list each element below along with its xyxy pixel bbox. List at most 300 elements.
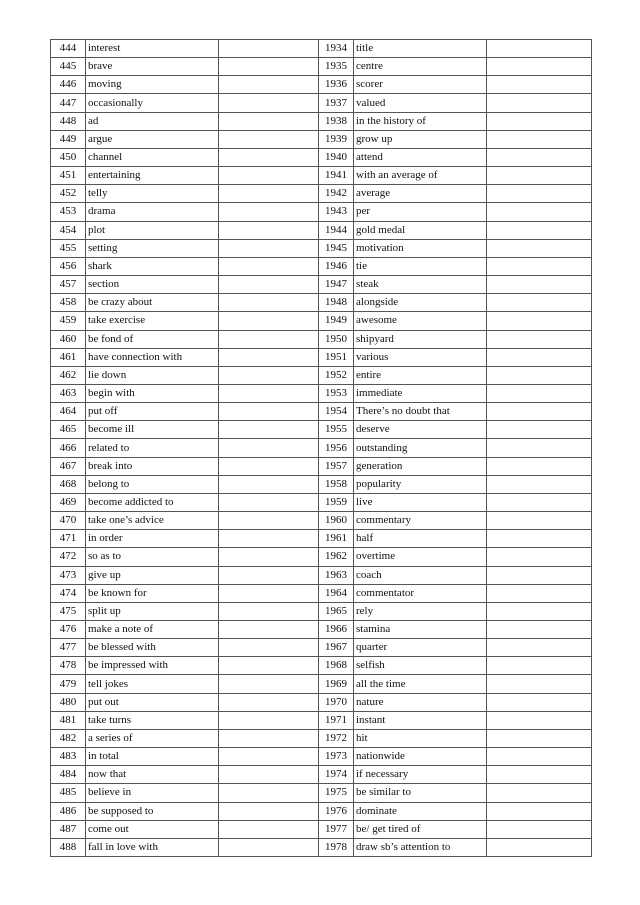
right-entry-number: 1940 (319, 148, 354, 166)
right-entry-word: motivation (354, 239, 487, 257)
right-blank-cell (487, 475, 592, 493)
right-entry-number: 1951 (319, 348, 354, 366)
left-entry-word: shark (86, 257, 219, 275)
left-entry-word: entertaining (86, 167, 219, 185)
right-entry-word: grow up (354, 130, 487, 148)
left-entry-word: make a note of (86, 621, 219, 639)
right-entry-word: awesome (354, 312, 487, 330)
left-entry-word: in order (86, 530, 219, 548)
right-blank-cell (487, 130, 592, 148)
left-entry-word: give up (86, 566, 219, 584)
right-blank-cell (487, 493, 592, 511)
right-entry-word: instant (354, 711, 487, 729)
left-entry-word: moving (86, 76, 219, 94)
left-entry-word: interest (86, 40, 219, 58)
right-blank-cell (487, 711, 592, 729)
left-blank-cell (219, 766, 319, 784)
right-entry-word: deserve (354, 421, 487, 439)
table-row (51, 130, 592, 148)
right-entry-word: average (354, 185, 487, 203)
left-entry-number: 464 (51, 403, 86, 421)
table-row (51, 257, 592, 275)
right-blank-cell (487, 566, 592, 584)
left-entry-number: 454 (51, 221, 86, 239)
right-entry-number: 1957 (319, 457, 354, 475)
left-entry-word: argue (86, 130, 219, 148)
right-entry-number: 1958 (319, 475, 354, 493)
left-entry-word: in total (86, 748, 219, 766)
right-entry-number: 1948 (319, 294, 354, 312)
right-entry-word: rely (354, 602, 487, 620)
right-blank-cell (487, 257, 592, 275)
left-entry-number: 483 (51, 748, 86, 766)
left-entry-number: 487 (51, 820, 86, 838)
table-row (51, 566, 592, 584)
left-entry-word: be fond of (86, 330, 219, 348)
right-entry-number: 1935 (319, 58, 354, 76)
right-entry-number: 1949 (319, 312, 354, 330)
table-row (51, 112, 592, 130)
right-blank-cell (487, 330, 592, 348)
table-row (51, 621, 592, 639)
left-entry-number: 467 (51, 457, 86, 475)
left-entry-word: tell jokes (86, 675, 219, 693)
right-entry-number: 1963 (319, 566, 354, 584)
table-row (51, 512, 592, 530)
right-entry-word: shipyard (354, 330, 487, 348)
left-entry-number: 462 (51, 366, 86, 384)
left-entry-number: 468 (51, 475, 86, 493)
left-entry-number: 449 (51, 130, 86, 148)
left-entry-number: 455 (51, 239, 86, 257)
right-blank-cell (487, 512, 592, 530)
right-entry-word: steak (354, 276, 487, 294)
left-entry-number: 488 (51, 838, 86, 856)
right-blank-cell (487, 312, 592, 330)
right-entry-number: 1943 (319, 203, 354, 221)
table-row (51, 167, 592, 185)
left-blank-cell (219, 257, 319, 275)
right-blank-cell (487, 548, 592, 566)
table-row (51, 802, 592, 820)
table-row (51, 58, 592, 76)
table-row (51, 76, 592, 94)
right-entry-word: valued (354, 94, 487, 112)
left-entry-word: take turns (86, 711, 219, 729)
right-entry-number: 1944 (319, 221, 354, 239)
left-entry-word: channel (86, 148, 219, 166)
left-entry-number: 471 (51, 530, 86, 548)
table-row (51, 530, 592, 548)
table-row (51, 203, 592, 221)
left-blank-cell (219, 221, 319, 239)
right-entry-number: 1941 (319, 167, 354, 185)
right-entry-word: all the time (354, 675, 487, 693)
right-entry-number: 1969 (319, 675, 354, 693)
right-blank-cell (487, 76, 592, 94)
table-row (51, 312, 592, 330)
left-entry-word: plot (86, 221, 219, 239)
table-row (51, 366, 592, 384)
right-entry-number: 1955 (319, 421, 354, 439)
right-entry-number: 1954 (319, 403, 354, 421)
right-entry-number: 1968 (319, 657, 354, 675)
right-blank-cell (487, 348, 592, 366)
right-blank-cell (487, 439, 592, 457)
right-entry-word: dominate (354, 802, 487, 820)
right-blank-cell (487, 766, 592, 784)
right-entry-word: tie (354, 257, 487, 275)
left-blank-cell (219, 330, 319, 348)
right-entry-word: half (354, 530, 487, 548)
left-entry-word: drama (86, 203, 219, 221)
right-entry-number: 1936 (319, 76, 354, 94)
table-row (51, 711, 592, 729)
left-blank-cell (219, 820, 319, 838)
right-entry-word: generation (354, 457, 487, 475)
left-entry-number: 478 (51, 657, 86, 675)
left-entry-number: 484 (51, 766, 86, 784)
right-blank-cell (487, 112, 592, 130)
left-entry-number: 465 (51, 421, 86, 439)
left-entry-word: belong to (86, 475, 219, 493)
left-entry-number: 477 (51, 639, 86, 657)
left-blank-cell (219, 675, 319, 693)
left-blank-cell (219, 512, 319, 530)
right-blank-cell (487, 621, 592, 639)
table-row (51, 748, 592, 766)
table-row (51, 657, 592, 675)
right-entry-number: 1942 (319, 185, 354, 203)
left-entry-word: fall in love with (86, 838, 219, 856)
left-entry-word: be supposed to (86, 802, 219, 820)
left-entry-word: put off (86, 403, 219, 421)
right-entry-word: be similar to (354, 784, 487, 802)
right-entry-word: per (354, 203, 487, 221)
right-entry-number: 1953 (319, 384, 354, 402)
table-row (51, 729, 592, 747)
left-blank-cell (219, 457, 319, 475)
left-entry-number: 448 (51, 112, 86, 130)
left-entry-word: put out (86, 693, 219, 711)
table-row (51, 493, 592, 511)
left-entry-number: 485 (51, 784, 86, 802)
right-entry-word: commentator (354, 584, 487, 602)
left-entry-word: section (86, 276, 219, 294)
left-entry-word: telly (86, 185, 219, 203)
left-blank-cell (219, 548, 319, 566)
left-entry-number: 470 (51, 512, 86, 530)
table-row (51, 384, 592, 402)
right-blank-cell (487, 784, 592, 802)
right-entry-number: 1970 (319, 693, 354, 711)
left-entry-number: 473 (51, 566, 86, 584)
left-entry-number: 447 (51, 94, 86, 112)
left-entry-number: 474 (51, 584, 86, 602)
left-blank-cell (219, 366, 319, 384)
left-entry-number: 460 (51, 330, 86, 348)
left-blank-cell (219, 439, 319, 457)
left-blank-cell (219, 693, 319, 711)
left-entry-number: 480 (51, 693, 86, 711)
table-row (51, 185, 592, 203)
right-entry-word: gold medal (354, 221, 487, 239)
left-entry-number: 451 (51, 167, 86, 185)
left-blank-cell (219, 784, 319, 802)
right-blank-cell (487, 584, 592, 602)
left-entry-word: a series of (86, 729, 219, 747)
right-blank-cell (487, 366, 592, 384)
left-entry-word: take one’s advice (86, 512, 219, 530)
right-entry-number: 1960 (319, 512, 354, 530)
right-entry-word: popularity (354, 475, 487, 493)
right-entry-number: 1950 (319, 330, 354, 348)
table-row (51, 675, 592, 693)
left-entry-number: 466 (51, 439, 86, 457)
left-entry-number: 476 (51, 621, 86, 639)
left-blank-cell (219, 384, 319, 402)
left-entry-word: come out (86, 820, 219, 838)
right-entry-word: coach (354, 566, 487, 584)
right-blank-cell (487, 421, 592, 439)
left-blank-cell (219, 94, 319, 112)
table-row (51, 548, 592, 566)
left-entry-number: 463 (51, 384, 86, 402)
right-blank-cell (487, 58, 592, 76)
table-row (51, 148, 592, 166)
right-entry-number: 1937 (319, 94, 354, 112)
right-entry-number: 1934 (319, 40, 354, 58)
right-entry-number: 1975 (319, 784, 354, 802)
left-entry-word: be known for (86, 584, 219, 602)
right-entry-number: 1971 (319, 711, 354, 729)
left-entry-number: 475 (51, 602, 86, 620)
right-entry-number: 1965 (319, 602, 354, 620)
right-blank-cell (487, 802, 592, 820)
table-row (51, 294, 592, 312)
right-entry-number: 1972 (319, 729, 354, 747)
left-blank-cell (219, 239, 319, 257)
right-blank-cell (487, 221, 592, 239)
right-entry-number: 1977 (319, 820, 354, 838)
table-row (51, 820, 592, 838)
right-entry-number: 1973 (319, 748, 354, 766)
right-entry-word: There’s no doubt that (354, 403, 487, 421)
right-blank-cell (487, 276, 592, 294)
right-entry-word: if necessary (354, 766, 487, 784)
table-row (51, 784, 592, 802)
right-entry-number: 1945 (319, 239, 354, 257)
left-blank-cell (219, 802, 319, 820)
left-blank-cell (219, 602, 319, 620)
right-blank-cell (487, 148, 592, 166)
right-blank-cell (487, 639, 592, 657)
left-blank-cell (219, 294, 319, 312)
left-entry-word: break into (86, 457, 219, 475)
left-entry-word: ad (86, 112, 219, 130)
table-row (51, 766, 592, 784)
left-entry-word: occasionally (86, 94, 219, 112)
right-blank-cell (487, 530, 592, 548)
left-entry-word: lie down (86, 366, 219, 384)
right-entry-word: various (354, 348, 487, 366)
right-blank-cell (487, 693, 592, 711)
left-blank-cell (219, 748, 319, 766)
table-row (51, 602, 592, 620)
left-entry-word: believe in (86, 784, 219, 802)
left-entry-word: take exercise (86, 312, 219, 330)
right-entry-word: selfish (354, 657, 487, 675)
table-row (51, 457, 592, 475)
left-blank-cell (219, 203, 319, 221)
right-blank-cell (487, 185, 592, 203)
right-entry-word: in the history of (354, 112, 487, 130)
left-blank-cell (219, 530, 319, 548)
table-row (51, 276, 592, 294)
left-blank-cell (219, 421, 319, 439)
right-entry-word: stamina (354, 621, 487, 639)
left-entry-number: 453 (51, 203, 86, 221)
right-blank-cell (487, 729, 592, 747)
table-row (51, 348, 592, 366)
left-entry-word: be crazy about (86, 294, 219, 312)
left-entry-number: 456 (51, 257, 86, 275)
left-blank-cell (219, 657, 319, 675)
left-entry-number: 445 (51, 58, 86, 76)
right-entry-word: nationwide (354, 748, 487, 766)
right-entry-number: 1962 (319, 548, 354, 566)
left-entry-number: 472 (51, 548, 86, 566)
left-blank-cell (219, 40, 319, 58)
left-entry-word: become ill (86, 421, 219, 439)
right-blank-cell (487, 820, 592, 838)
table-row (51, 693, 592, 711)
right-entry-word: quarter (354, 639, 487, 657)
left-entry-word: become addicted to (86, 493, 219, 511)
right-entry-word: hit (354, 729, 487, 747)
left-entry-word: so as to (86, 548, 219, 566)
right-entry-number: 1959 (319, 493, 354, 511)
left-blank-cell (219, 493, 319, 511)
left-blank-cell (219, 584, 319, 602)
table-row (51, 421, 592, 439)
right-entry-word: scorer (354, 76, 487, 94)
vocabulary-table (50, 39, 592, 857)
right-blank-cell (487, 94, 592, 112)
right-blank-cell (487, 294, 592, 312)
left-blank-cell (219, 639, 319, 657)
right-entry-number: 1967 (319, 639, 354, 657)
left-entry-number: 444 (51, 40, 86, 58)
right-entry-number: 1964 (319, 584, 354, 602)
right-blank-cell (487, 403, 592, 421)
right-entry-word: nature (354, 693, 487, 711)
table-row (51, 838, 592, 856)
right-blank-cell (487, 40, 592, 58)
left-blank-cell (219, 167, 319, 185)
left-entry-word: have connection with (86, 348, 219, 366)
left-entry-word: related to (86, 439, 219, 457)
right-blank-cell (487, 748, 592, 766)
right-blank-cell (487, 657, 592, 675)
right-entry-number: 1978 (319, 838, 354, 856)
left-blank-cell (219, 58, 319, 76)
table-row (51, 94, 592, 112)
left-blank-cell (219, 312, 319, 330)
table-row (51, 330, 592, 348)
right-blank-cell (487, 167, 592, 185)
right-entry-word: attend (354, 148, 487, 166)
left-blank-cell (219, 475, 319, 493)
left-entry-number: 450 (51, 148, 86, 166)
left-entry-number: 458 (51, 294, 86, 312)
left-entry-number: 482 (51, 729, 86, 747)
left-entry-word: brave (86, 58, 219, 76)
left-entry-number: 446 (51, 76, 86, 94)
left-entry-word: setting (86, 239, 219, 257)
left-entry-number: 479 (51, 675, 86, 693)
left-blank-cell (219, 276, 319, 294)
right-entry-word: centre (354, 58, 487, 76)
left-blank-cell (219, 185, 319, 203)
left-entry-number: 481 (51, 711, 86, 729)
right-entry-word: entire (354, 366, 487, 384)
right-blank-cell (487, 838, 592, 856)
left-blank-cell (219, 76, 319, 94)
left-blank-cell (219, 566, 319, 584)
right-entry-word: title (354, 40, 487, 58)
right-entry-number: 1966 (319, 621, 354, 639)
right-blank-cell (487, 457, 592, 475)
right-entry-word: outstanding (354, 439, 487, 457)
right-entry-number: 1974 (319, 766, 354, 784)
right-entry-word: be/ get tired of (354, 820, 487, 838)
left-entry-word: now that (86, 766, 219, 784)
left-entry-number: 461 (51, 348, 86, 366)
right-entry-number: 1961 (319, 530, 354, 548)
table-row (51, 40, 592, 58)
right-entry-number: 1956 (319, 439, 354, 457)
right-blank-cell (487, 384, 592, 402)
table-row (51, 584, 592, 602)
vocabulary-table-body (51, 40, 592, 857)
left-entry-word: begin with (86, 384, 219, 402)
right-entry-word: immediate (354, 384, 487, 402)
left-entry-word: be blessed with (86, 639, 219, 657)
left-entry-word: split up (86, 602, 219, 620)
table-row (51, 403, 592, 421)
right-entry-word: with an average of (354, 167, 487, 185)
right-entry-word: alongside (354, 294, 487, 312)
right-entry-number: 1976 (319, 802, 354, 820)
right-entry-number: 1946 (319, 257, 354, 275)
table-row (51, 439, 592, 457)
right-entry-word: draw sb’s attention to (354, 838, 487, 856)
left-blank-cell (219, 148, 319, 166)
table-row (51, 475, 592, 493)
left-blank-cell (219, 711, 319, 729)
left-blank-cell (219, 130, 319, 148)
table-row (51, 639, 592, 657)
right-entry-word: commentary (354, 512, 487, 530)
left-entry-number: 457 (51, 276, 86, 294)
left-blank-cell (219, 621, 319, 639)
right-entry-number: 1938 (319, 112, 354, 130)
left-entry-number: 469 (51, 493, 86, 511)
right-entry-word: overtime (354, 548, 487, 566)
right-entry-number: 1952 (319, 366, 354, 384)
left-entry-number: 452 (51, 185, 86, 203)
